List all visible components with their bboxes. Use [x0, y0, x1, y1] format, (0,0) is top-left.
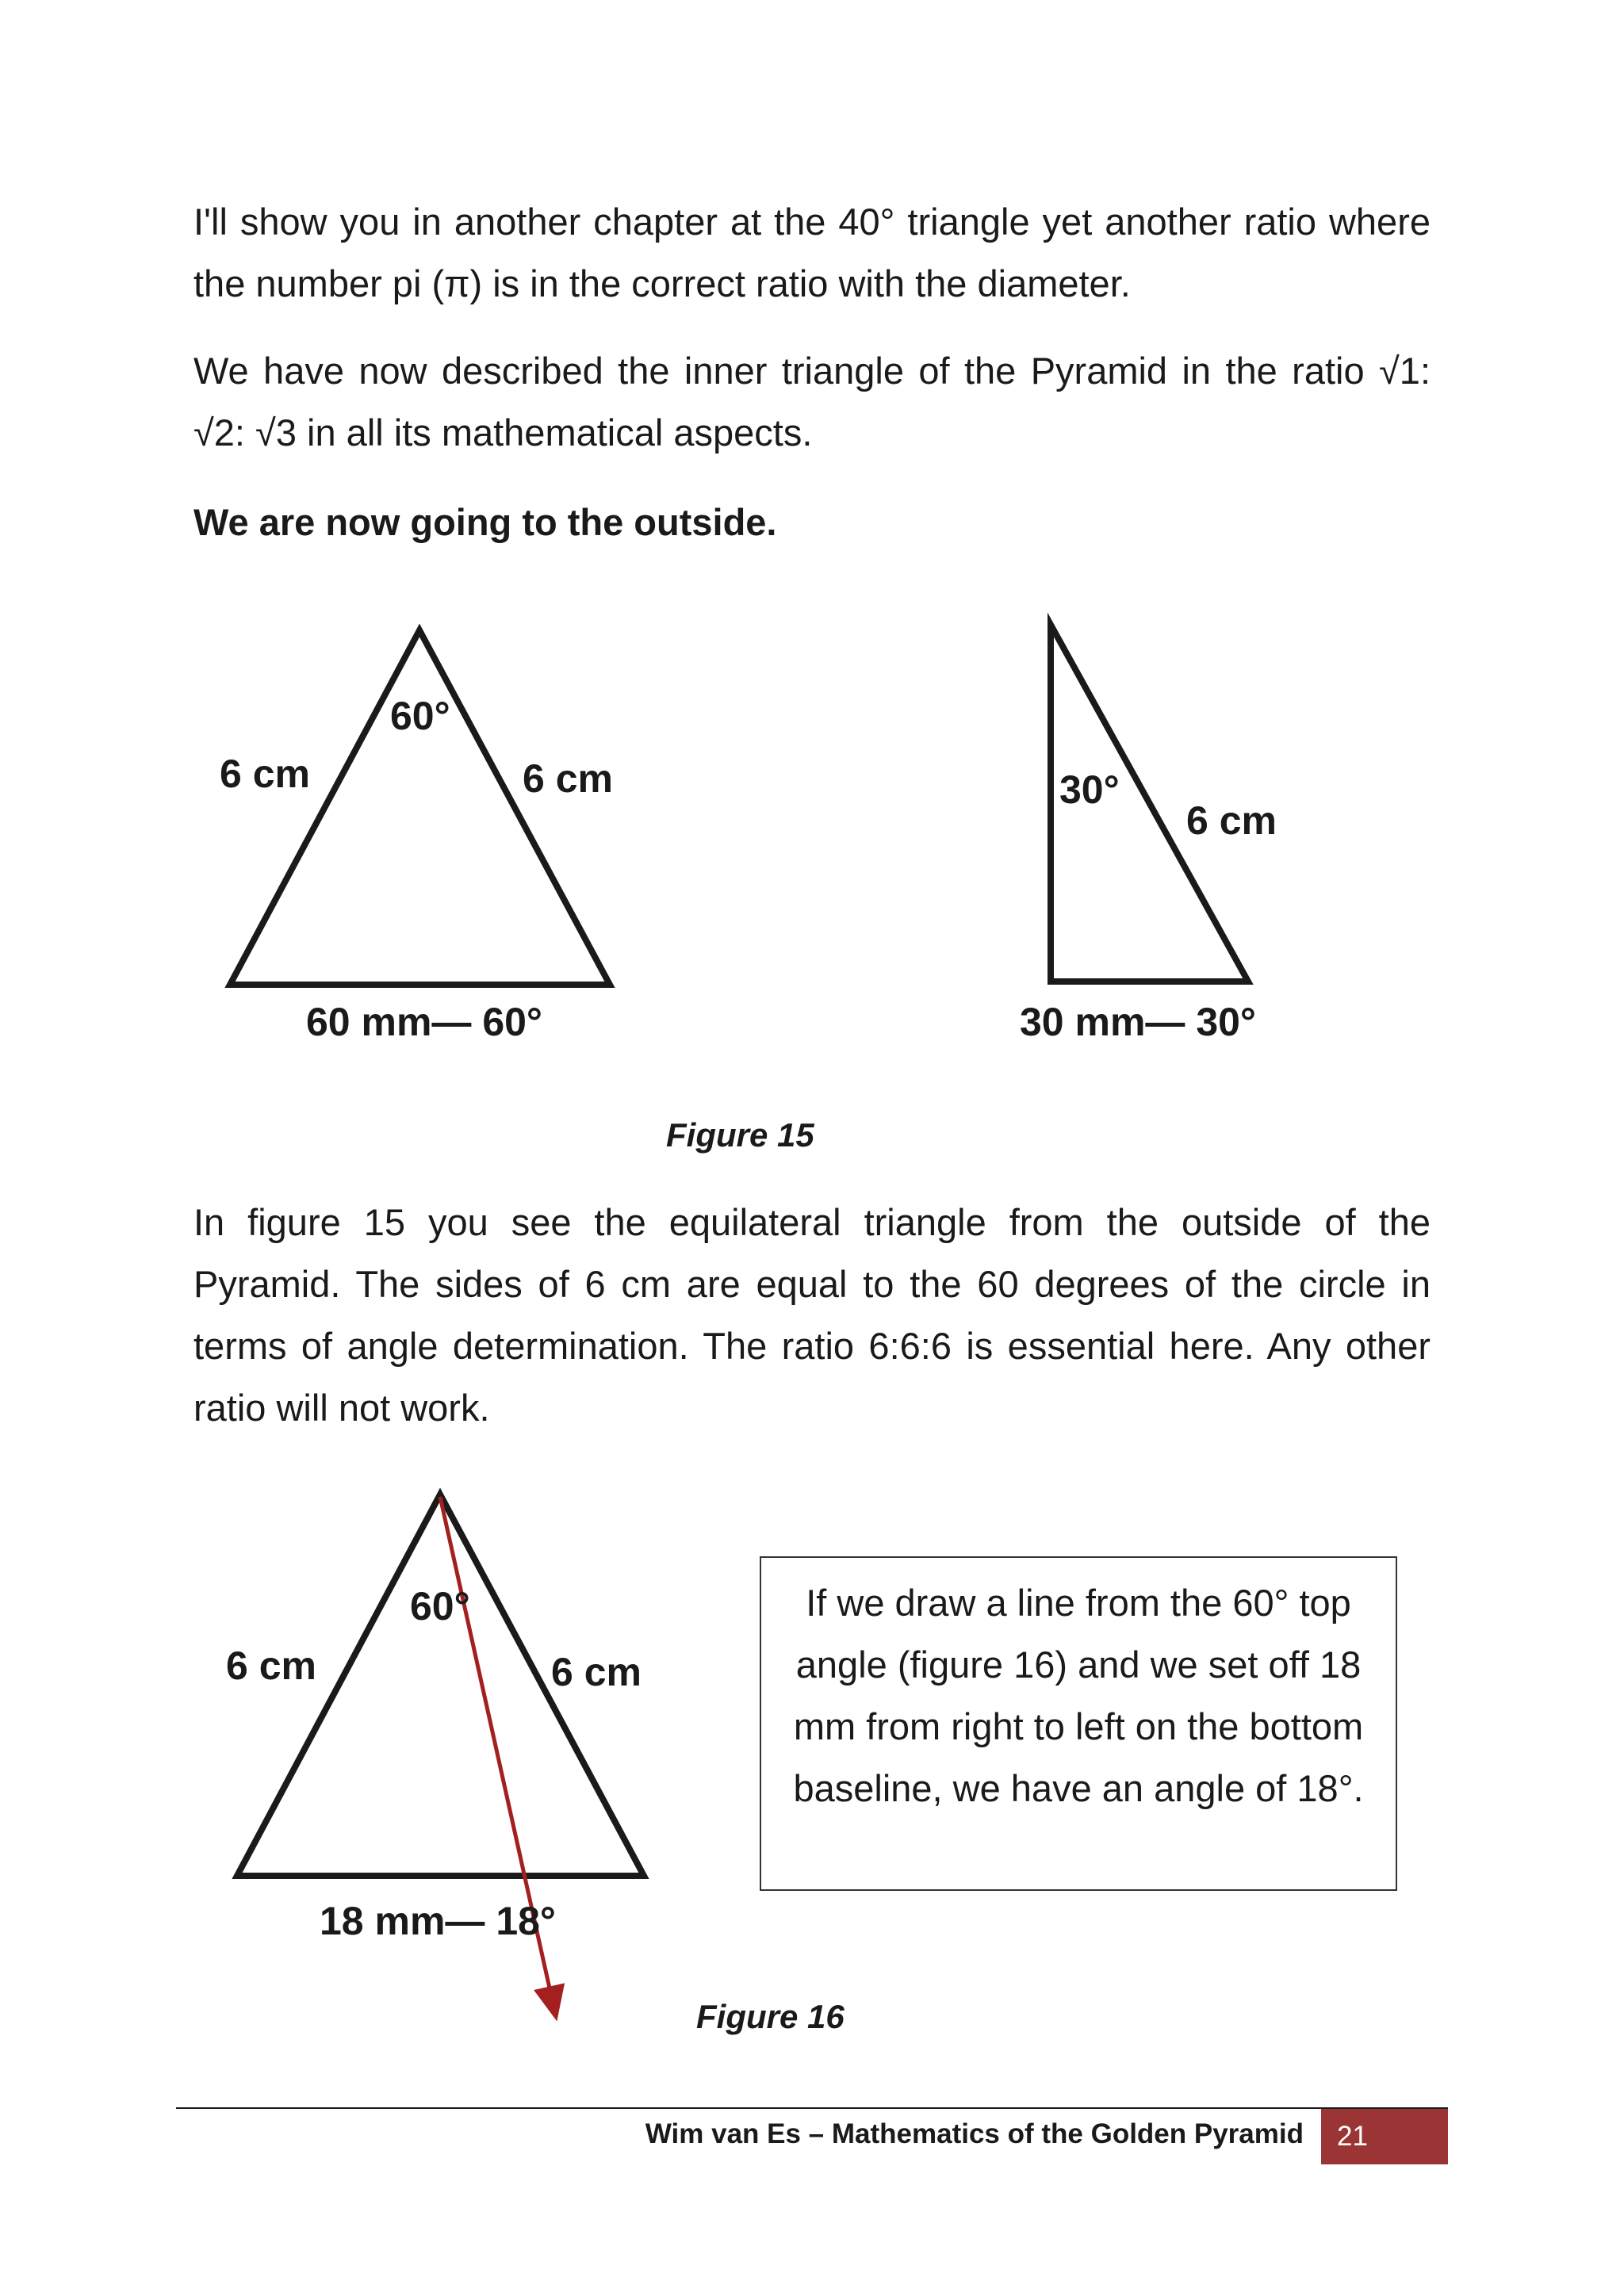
equilateral-triangle-shape	[230, 630, 610, 985]
footer-divider	[176, 2107, 1448, 2109]
footer-book-title: Wim van Es – Mathematics of the Golden Pyramid	[645, 2118, 1304, 2149]
base-label: 60 mm— 60°	[306, 1000, 542, 1044]
figure-16-caption: Figure 16	[696, 1998, 845, 2035]
figure16-explanation-text: If we draw a line from the 60° top angle (figure 16) and we set off 18 mm from right to left on the bottom baseline, we have an angle of 18°.	[793, 1582, 1364, 1809]
left-side-label: 6 cm	[226, 1644, 316, 1688]
base-label: 30 mm— 30°	[1020, 1000, 1256, 1044]
page-number: 21	[1321, 2109, 1448, 2164]
figure15-equilateral-triangle	[206, 618, 650, 1062]
top-angle-label: 30°	[1059, 767, 1120, 812]
figure16-explanation-box	[760, 1556, 1397, 1891]
figure15-right-triangle	[1007, 610, 1324, 1054]
paragraph-pi-ratio: I'll show you in another chapter at the 40° triangle yet another ratio where the number pi (π) is in the correct ratio with the diameter.	[193, 201, 1431, 304]
paragraph-figure15-explanation: In figure 15 you see the equilateral triangle from the outside of the Pyramid. The sides of 6 cm are equal to the 60 degrees of the circle in terms of angle determination. The ratio 6:6:6 is essential here. Any other ratio will not work.	[193, 1201, 1431, 1429]
paragraph-outside-heading: We are now going to the outside.	[193, 501, 777, 543]
top-angle-label: 60°	[390, 694, 450, 738]
base-label: 18 mm— 18°	[320, 1899, 556, 1943]
paragraph-inner-triangle: We have now described the inner triangle of the Pyramid in the ratio √1: √2: √3 in all its mathematical aspects.	[193, 350, 1431, 453]
right-side-label: 6 cm	[523, 756, 613, 801]
figure16-triangle-with-line	[214, 1483, 674, 2022]
hypotenuse-label: 6 cm	[1186, 798, 1277, 843]
figure-15-caption: Figure 15	[666, 1116, 814, 1154]
top-angle-label: 60°	[410, 1584, 470, 1628]
left-side-label: 6 cm	[220, 752, 310, 796]
right-side-label: 6 cm	[551, 1650, 642, 1694]
